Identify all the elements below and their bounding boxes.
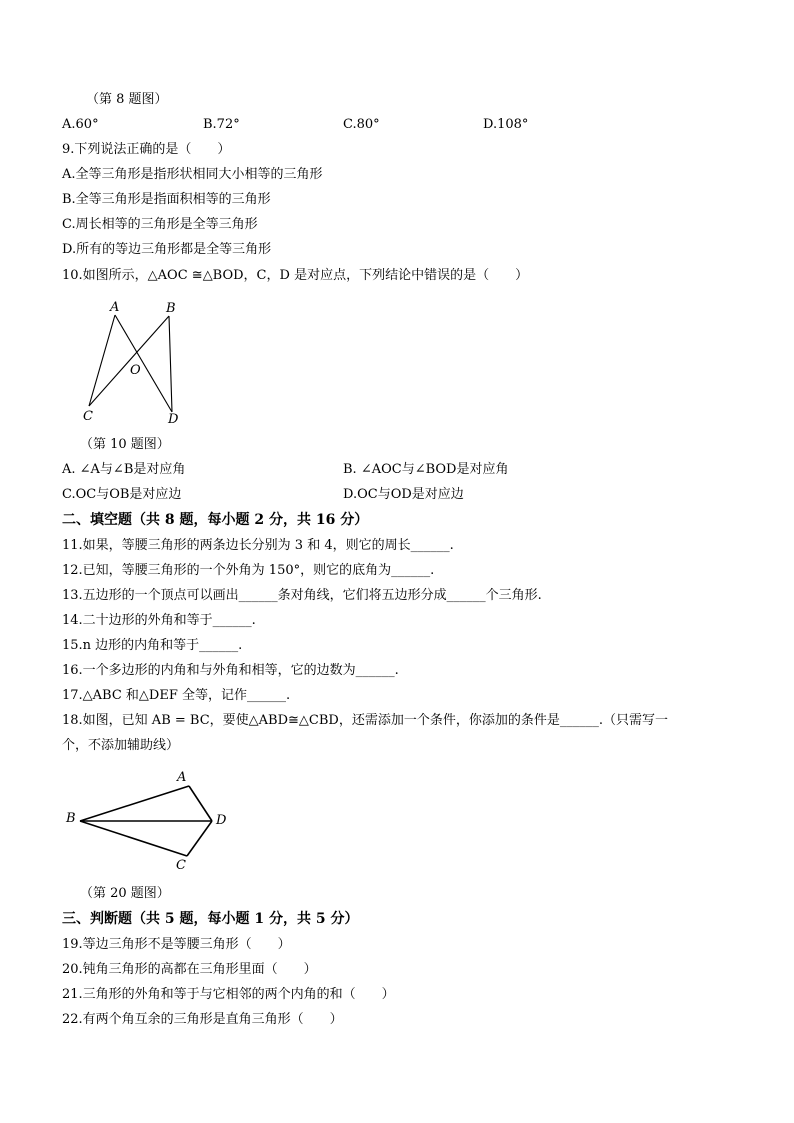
figure-8-caption: （第 8 题图） <box>86 92 168 107</box>
figure-10-caption: （第 10 题图） <box>80 437 170 452</box>
fill-q13: 13.五边形的一个顶点可以画出______条对角线，它们将五边形分成______个三角形. <box>62 588 542 603</box>
q10-figure <box>80 296 190 428</box>
q9-option-c: C.周长相等的三角形是全等三角形 <box>62 217 258 232</box>
q8-option-d: D.108° <box>483 117 529 132</box>
fill-q15: 15.n 边形的内角和等于______. <box>62 638 243 653</box>
q10-option-c: C.OC与OB是对应边 <box>62 487 182 502</box>
q18-line-2: 个，不添加辅助线） <box>62 738 180 753</box>
q18-label-c: C <box>176 858 186 873</box>
fill-q14: 14.二十边形的外角和等于______. <box>62 613 256 628</box>
q10-label-d: D <box>168 412 179 427</box>
q10-label-c: C <box>83 409 93 424</box>
q10-option-b: B. ∠AOC与∠BOD是对应角 <box>343 462 509 477</box>
q10-label-a: A <box>110 300 120 315</box>
q18-figure <box>62 764 242 876</box>
q10-option-d: D.OC与OD是对应边 <box>343 487 464 502</box>
judge-q20: 20.钝角三角形的高都在三角形里面（ ） <box>62 962 317 977</box>
q10-label-o: O <box>130 363 141 378</box>
q18-line-1: 18.如图，已知 AB = BC，要使△ABD≅△CBD，还需添加一个条件，你添加的条件是______.（只需写一 <box>62 713 668 728</box>
q18-label-a: A <box>177 770 187 785</box>
q18-label-b: B <box>66 811 76 826</box>
judge-q21: 21.三角形的外角和等于与它相邻的两个内角的和（ ） <box>62 987 395 1002</box>
q8-option-a: A.60° <box>62 117 99 132</box>
q9-stem: 9.下列说法正确的是（ ） <box>62 142 231 157</box>
judge-q19: 19.等边三角形不是等腰三角形（ ） <box>62 937 291 952</box>
fill-q17: 17.△ABC 和△DEF 全等，记作______. <box>62 688 291 703</box>
q10-label-b: B <box>166 301 176 316</box>
q8-option-c: C.80° <box>343 117 380 132</box>
judge-q22: 22.有两个角互余的三角形是直角三角形（ ） <box>62 1012 343 1027</box>
q8-option-b: B.72° <box>203 117 240 132</box>
figure-20-caption: （第 20 题图） <box>80 886 170 901</box>
section-judge-heading: 三、判断题（共 5 题，每小题 1 分，共 5 分） <box>62 911 359 927</box>
q18-label-d: D <box>216 813 227 828</box>
q9-option-a: A.全等三角形是指形状相同大小相等的三角形 <box>62 167 323 182</box>
fill-q11: 11.如果，等腰三角形的两条边长分别为 3 和 4，则它的周长______. <box>62 538 454 553</box>
q10-option-a: A. ∠A与∠B是对应角 <box>62 462 186 477</box>
section-fill-heading: 二、填空题（共 8 题，每小题 2 分，共 16 分） <box>62 512 369 528</box>
q9-option-d: D.所有的等边三角形都是全等三角形 <box>62 242 272 257</box>
q9-option-b: B.全等三角形是指面积相等的三角形 <box>62 192 271 207</box>
fill-q16: 16.一个多边形的内角和与外角和相等，它的边数为______. <box>62 663 399 678</box>
q10-stem: 10.如图所示，△AOC ≅△BOD，C，D 是对应点，下列结论中错误的是（ ） <box>62 268 529 283</box>
fill-q12: 12.已知，等腰三角形的一个外角为 150°，则它的底角为______. <box>62 563 435 578</box>
